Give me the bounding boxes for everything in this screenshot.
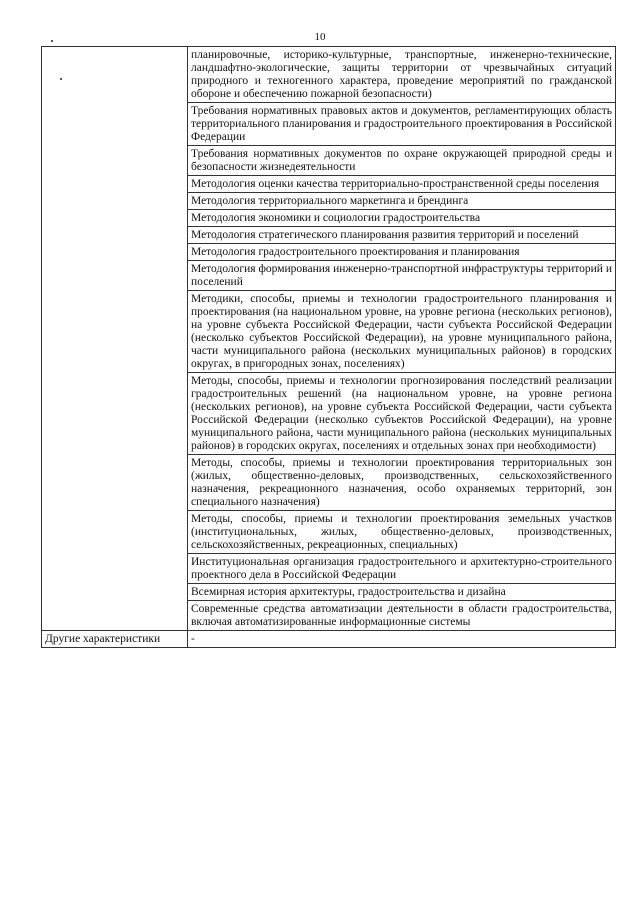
table-cell: Методология градостроительного проектирования и планирования [188,244,616,261]
table-cell: Методология территориального маркетинга и брендинга [188,193,616,210]
other-characteristics-value: - [188,631,616,648]
scan-speck [51,40,53,42]
table-cell: Методики, способы, приемы и технологии градостроительного планирования и проектирования (на национальном уровне, на уровне региона (нескольких регионов), на уровне субъекта Российской Федерации, части субъекта Российской Федерации (несколько субъектов Российской Федерации), на уровне муниципального района, части муниципального района (нескольких муниципальных районов) в городских округах, в пригородных зонах, поселениях) [188,291,616,373]
table-cell: Методология экономики и социологии градостроительства [188,210,616,227]
other-characteristics-label: Другие характеристики [42,631,188,648]
table-cell: Требования нормативных документов по охране окружающей природной среды и безопасности жизнедеятельности [188,146,616,176]
table-cell: Требования нормативных правовых актов и документов, регламентирующих область территориального планирования и градостроительного проектирования в Российской Федерации [188,103,616,146]
table-cell: Методология стратегического планирования развития территорий и поселений [188,227,616,244]
left-cell-empty [42,47,188,631]
table-cell: Институциональная организация градостроительного и архитектурно-строительного проектного дела в Российской Федерации [188,554,616,584]
table-cell: Методы, способы, приемы и технологии проектирования территориальных зон (жилых, общественно-деловых, производственных, сельскохозяйственного назначения, рекреационного назначения, особо охраняемых территорий, зон специального назначения) [188,455,616,511]
table-cell: планировочные, историко-культурные, транспортные, инженерно-технические, ландшафтно-экологические, защиты территории от чрезвычайных ситуаций природного и техногенного характера, проведение мероприятий по гражданской обороне и обеспечению пожарной безопасности) [188,47,616,103]
table-cell: Всемирная история архитектуры, градостроительства и дизайна [188,584,616,601]
table-row [42,47,616,103]
table-row-other [42,631,616,648]
table-cell: Методология оценки качества территориально-пространственной среды поселения [188,176,616,193]
requirements-table [41,46,616,648]
table-cell: Методология формирования инженерно-транспортной инфраструктуры территорий и поселений [188,261,616,291]
table-cell: Методы, способы, приемы и технологии проектирования земельных участков (институциональных, жилых, общественно-деловых, производственных, сельскохозяйственных, рекреационных, специальных) [188,511,616,554]
table-cell: Методы, способы, приемы и технологии прогнозирования последствий реализации градостроительных решений (на национальном уровне, на уровне региона (нескольких регионов), на уровне субъекта Российской Федерации, части субъекта Российской Федерации (несколько субъектов Российской Федерации), на уровне муниципального района, части муниципального района (нескольких муниципальных районов) в городских округах, поселениях и отдельных зонах при необходимости) [188,373,616,455]
table-cell: Современные средства автоматизации деятельности в области градостроительства, включая автоматизированные информационные системы [188,601,616,631]
page-number: 10 [314,31,326,43]
